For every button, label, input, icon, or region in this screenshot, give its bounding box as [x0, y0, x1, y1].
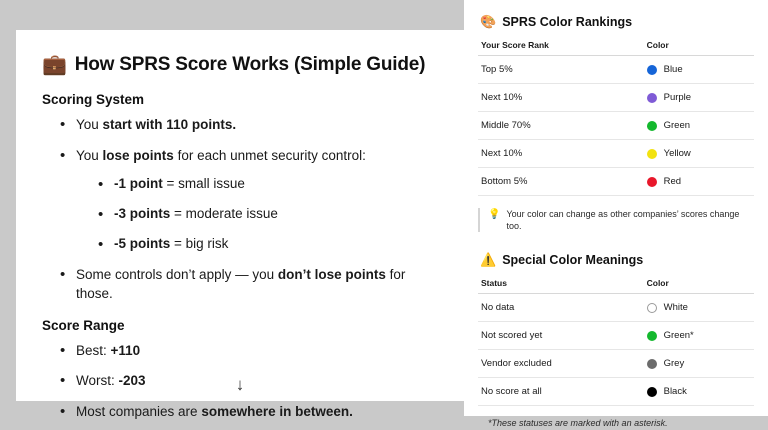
table-row — [478, 56, 754, 84]
special-footnote: *These statuses are marked with an asterisk. — [488, 418, 668, 429]
color-label: Black — [663, 386, 687, 398]
special-meanings-heading — [480, 252, 754, 268]
row-color — [644, 168, 754, 196]
color-label: Green* — [663, 330, 694, 342]
column-header-status: Status — [478, 278, 644, 294]
row-color — [644, 112, 754, 140]
rankings-note-text: Your color can change as other companies’ scores change too. — [506, 209, 740, 232]
table-header-row — [478, 278, 754, 294]
row-label: Not scored yet — [478, 322, 644, 350]
sub-bullet-list — [76, 175, 438, 254]
color-swatch-icon — [647, 65, 657, 75]
briefcase-icon: 💼 — [42, 54, 67, 76]
palette-icon: 🎨 — [480, 14, 497, 29]
list-item: • You start with 110 points. — [60, 115, 438, 135]
color-swatch-icon — [647, 177, 657, 187]
row-color — [644, 350, 754, 378]
rankings-heading — [480, 14, 754, 30]
document-sections — [42, 92, 438, 422]
table-row — [478, 112, 754, 140]
color-swatch-icon — [647, 331, 657, 341]
color-swatch-icon — [647, 387, 657, 397]
row-color — [644, 294, 754, 322]
table-row — [478, 350, 754, 378]
color-label: White — [663, 302, 688, 314]
bullet-list — [42, 115, 438, 304]
color-swatch-icon — [647, 359, 657, 369]
section-heading: Scoring System — [42, 92, 145, 107]
row-color — [644, 84, 754, 112]
page-title — [42, 54, 438, 76]
row-color — [644, 322, 754, 350]
special-meanings-table — [478, 278, 754, 406]
color-rankings-panel — [464, 0, 768, 429]
scroll-down-arrow[interactable]: ↓ — [235, 375, 245, 394]
row-label: No score at all — [478, 378, 644, 406]
row-label: Next 10% — [478, 84, 644, 112]
lightbulb-icon: 💡 — [488, 209, 501, 220]
table-row — [478, 84, 754, 112]
row-label: Top 5% — [478, 56, 644, 84]
row-color — [644, 378, 754, 406]
color-swatch-icon — [647, 303, 657, 313]
row-label: Next 10% — [478, 140, 644, 168]
row-color — [644, 140, 754, 168]
sub-list-item: • -1 point = small issue — [98, 175, 438, 194]
color-label: Purple — [663, 92, 692, 103]
row-label: Middle 70% — [478, 112, 644, 140]
color-label: Red — [663, 176, 682, 187]
document-page — [16, 30, 464, 420]
table-row — [478, 140, 754, 168]
table-row — [478, 322, 754, 350]
list-item: • Most companies are somewhere in between. — [60, 402, 438, 422]
row-color — [644, 56, 754, 84]
rankings-table — [478, 40, 754, 196]
color-swatch-icon — [647, 121, 657, 131]
list-item: • Worst: -203 — [60, 371, 438, 391]
column-header-color: Color — [644, 40, 754, 56]
list-item: • Some controls don’t apply — you don’t lose points for those. — [60, 265, 438, 304]
list-item: • You lose points for each unmet security control: • -1 point = small issue • -3 points = moderate issue • -5 points = big risk — [60, 146, 438, 254]
rankings-note — [478, 208, 754, 232]
row-label: No data — [478, 294, 644, 322]
sub-list-item: • -5 points = big risk — [98, 235, 438, 254]
row-label: Bottom 5% — [478, 168, 644, 196]
special-meanings-heading-text: Special Color Meanings — [502, 253, 644, 268]
rankings-heading-text: SPRS Color Rankings — [502, 15, 633, 29]
warning-icon: ⚠️ — [480, 252, 497, 268]
section-heading: Score Range — [42, 317, 125, 333]
color-label: Blue — [663, 64, 683, 75]
color-swatch-icon — [647, 149, 657, 159]
color-swatch-icon — [647, 93, 657, 103]
column-header-rank: Your Score Rank — [478, 40, 644, 56]
sub-list-item: • -3 points = moderate issue — [98, 205, 438, 224]
list-item: • Best: +110 — [60, 341, 438, 361]
table-row — [478, 378, 754, 406]
page-title-text: How SPRS Score Works (Simple Guide) — [74, 54, 426, 75]
table-header-row — [478, 40, 754, 56]
row-label: Vendor excluded — [478, 350, 644, 378]
column-header-color: Color — [644, 278, 754, 294]
table-row — [478, 168, 754, 196]
color-label: Grey — [663, 358, 685, 370]
table-row — [478, 294, 754, 322]
color-label: Yellow — [663, 148, 691, 159]
color-label: Green — [663, 120, 691, 131]
